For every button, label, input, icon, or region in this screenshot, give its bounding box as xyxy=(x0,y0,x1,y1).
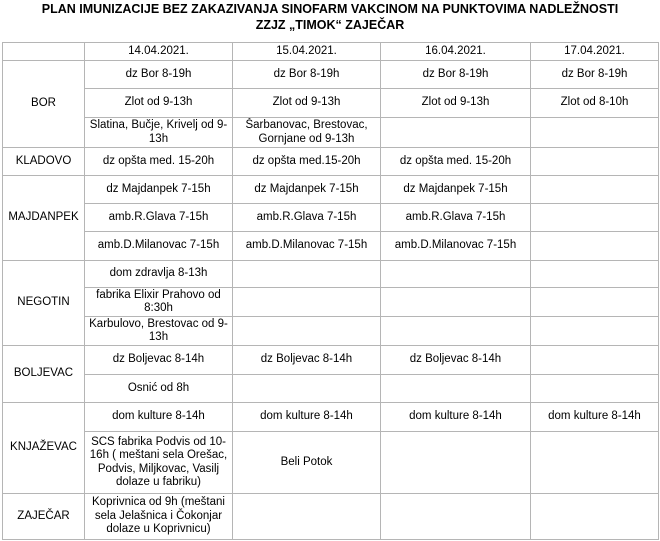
schedule-cell: dz Bor 8-19h xyxy=(85,61,233,89)
schedule-cell xyxy=(531,118,659,148)
schedule-cell xyxy=(381,118,531,148)
table-row xyxy=(3,148,659,176)
schedule-cell xyxy=(381,375,531,403)
schedule-cell: Osnić od 8h xyxy=(85,375,233,403)
schedule-cell: fabrika Elixir Prahovo od 8:30h xyxy=(85,288,233,317)
schedule-cell: SCS fabrika Podvis od 10-16h ( meštani sela Orešac, Podvis, Miljkovac, Vasilj dolaze u fabriku) xyxy=(85,432,233,494)
schedule-cell xyxy=(531,317,659,346)
schedule-cell: amb.R.Glava 7-15h xyxy=(85,204,233,232)
schedule-cell: Beli Potok xyxy=(233,432,381,494)
table-row xyxy=(3,432,659,494)
schedule-cell xyxy=(531,494,659,540)
corner-cell xyxy=(3,43,85,61)
schedule-cell: dz Majdanpek 7-15h xyxy=(381,176,531,204)
date-header: 15.04.2021. xyxy=(233,43,381,61)
schedule-cell xyxy=(531,232,659,261)
schedule-cell xyxy=(381,317,531,346)
table-row xyxy=(3,204,659,232)
schedule-cell: Koprivnica od 9h (meštani sela Jelašnica i Čokonjar dolaze u Koprivnicu) xyxy=(85,494,233,540)
schedule-cell: amb.D.Milanovac 7-15h xyxy=(233,232,381,261)
schedule-cell: dom kulture 8-14h xyxy=(381,403,531,432)
date-header: 17.04.2021. xyxy=(531,43,659,61)
schedule-cell xyxy=(531,375,659,403)
schedule-cell xyxy=(381,494,531,540)
schedule-cell: amb.D.Milanovac 7-15h xyxy=(85,232,233,261)
schedule-cell: Slatina, Bučje, Krivelj od 9-13h xyxy=(85,118,233,148)
schedule-cell xyxy=(233,261,381,288)
schedule-cell xyxy=(531,176,659,204)
schedule-cell: dz opšta med. 15-20h xyxy=(381,148,531,176)
schedule-cell: amb.D.Milanovac 7-15h xyxy=(381,232,531,261)
schedule-cell: dz Bor 8-19h xyxy=(381,61,531,89)
schedule-cell: dz Bor 8-19h xyxy=(233,61,381,89)
table-row xyxy=(3,403,659,432)
region-boljevac: BOLJEVAC xyxy=(3,346,85,403)
schedule-cell: Karbulovo, Brestovac od 9-13h xyxy=(85,317,233,346)
table-row xyxy=(3,118,659,148)
schedule-cell xyxy=(233,288,381,317)
region-zajecar: ZAJEČAR xyxy=(3,494,85,540)
table-row xyxy=(3,375,659,403)
date-header: 16.04.2021. xyxy=(381,43,531,61)
header-row xyxy=(3,43,659,61)
table-row xyxy=(3,317,659,346)
schedule-cell: Zlot od 9-13h xyxy=(381,89,531,118)
region-knjazevac: KNJAŽEVAC xyxy=(3,403,85,494)
schedule-cell: dz Majdanpek 7-15h xyxy=(233,176,381,204)
schedule-cell: Zlot od 8-10h xyxy=(531,89,659,118)
table-row xyxy=(3,346,659,375)
schedule-cell: dz opšta med. 15-20h xyxy=(85,148,233,176)
schedule-cell xyxy=(233,494,381,540)
table-row xyxy=(3,176,659,204)
region-majdanpek: MAJDANPEK xyxy=(3,176,85,261)
schedule-cell xyxy=(531,148,659,176)
schedule-cell xyxy=(381,261,531,288)
date-header: 14.04.2021. xyxy=(85,43,233,61)
schedule-cell: dz Bor 8-19h xyxy=(531,61,659,89)
schedule-cell: dz opšta med.15-20h xyxy=(233,148,381,176)
schedule-cell xyxy=(531,288,659,317)
schedule-cell: dom zdravlja 8-13h xyxy=(85,261,233,288)
table-row xyxy=(3,232,659,261)
schedule-cell xyxy=(381,432,531,494)
table-row xyxy=(3,61,659,89)
immunization-schedule-table xyxy=(2,42,659,540)
schedule-cell xyxy=(531,432,659,494)
schedule-cell: amb.R.Glava 7-15h xyxy=(381,204,531,232)
schedule-cell: amb.R.Glava 7-15h xyxy=(233,204,381,232)
table-row xyxy=(3,288,659,317)
table-row xyxy=(3,494,659,540)
page-title: PLAN IMUNIZACIJE BEZ ZAKAZIVANJA SINOFARM VAKCINOM NA PUNKTOVIMA NADLEŽNOSTI xyxy=(41,2,619,16)
schedule-cell: Šarbanovac, Brestovac, Gornjane od 9-13h xyxy=(233,118,381,148)
schedule-cell: dz Boljevac 8-14h xyxy=(85,346,233,375)
region-bor: BOR xyxy=(3,61,85,148)
schedule-cell xyxy=(531,204,659,232)
schedule-cell: dz Majdanpek 7-15h xyxy=(85,176,233,204)
schedule-cell xyxy=(233,317,381,346)
region-kladovo: KLADOVO xyxy=(3,148,85,176)
schedule-cell xyxy=(531,346,659,375)
schedule-cell: dz Boljevac 8-14h xyxy=(381,346,531,375)
schedule-cell: dz Boljevac 8-14h xyxy=(233,346,381,375)
schedule-cell xyxy=(233,375,381,403)
table-row xyxy=(3,261,659,288)
schedule-cell xyxy=(531,261,659,288)
schedule-cell: Zlot od 9-13h xyxy=(85,89,233,118)
region-negotin: NEGOTIN xyxy=(3,261,85,346)
schedule-cell xyxy=(381,288,531,317)
schedule-cell: Zlot od 9-13h xyxy=(233,89,381,118)
page-subtitle: ZZJZ „TIMOK“ ZAJEČAR xyxy=(255,18,405,32)
schedule-cell: dom kulture 8-14h xyxy=(531,403,659,432)
schedule-cell: dom kulture 8-14h xyxy=(233,403,381,432)
table-row xyxy=(3,89,659,118)
schedule-cell: dom kulture 8-14h xyxy=(85,403,233,432)
